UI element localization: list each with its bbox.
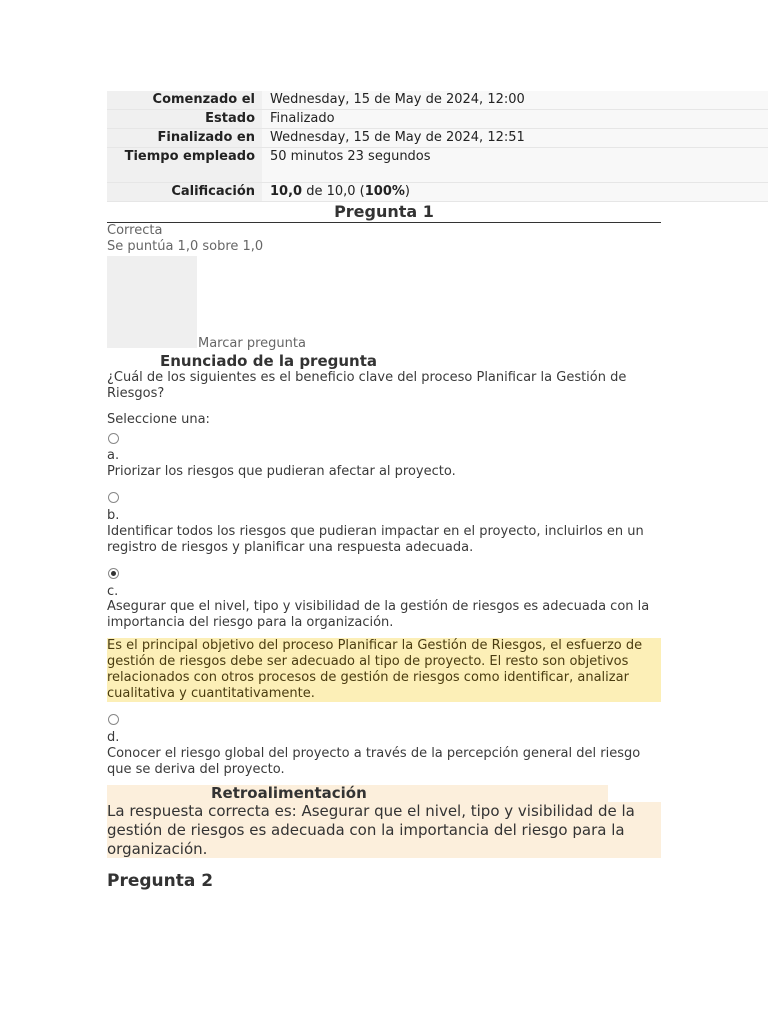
specific-feedback: Es el principal objetivo del proceso Planificar la Gestión de Riesgos, el esfuerzo de gestión de riesgos debe ser adecuado al tipo de proyecto. El resto son objetivos relacionados con otros procesos de gestión de riesgos como identificar, analizar cualitativa y cuantitativamente. <box>107 638 661 702</box>
right-answer: La respuesta correcta es: Asegurar que el nivel, tipo y visibilidad de la gestión de riesgos es adecuada con la importancia del riesgo para la organización. <box>107 802 661 858</box>
grade-percent: 100% <box>364 184 405 199</box>
option-a-text[interactable]: Priorizar los riesgos que pudieran afectar al proyecto. <box>107 464 456 479</box>
question-points: Se puntúa 1,0 sobre 1,0 <box>107 239 264 254</box>
grade-score: 10,0 <box>270 184 303 199</box>
option-c-letter: c. <box>107 584 119 599</box>
question-1-title: Pregunta 1 <box>107 202 661 223</box>
option-d-radio[interactable] <box>108 714 119 725</box>
select-prompt: Seleccione una: <box>107 412 210 427</box>
option-b-text[interactable]: Identificar todos los riesgos que pudieran impactar en el proyecto, incluirlos en un registro de riesgos y planificar una respuesta adecuada. <box>107 524 644 555</box>
summary-row-grade <box>107 183 768 202</box>
summary-label: Comenzado el <box>107 91 262 110</box>
summary-label: Finalizado en <box>107 129 262 148</box>
question-status: Correcta <box>107 223 163 238</box>
flag-question-link[interactable]: Marcar pregunta <box>198 336 306 351</box>
question-2-title: Pregunta 2 <box>107 871 214 891</box>
question-statement: ¿Cuál de los siguientes es el beneficio clave del proceso Planificar la Gestión de Riesgos? <box>107 370 627 401</box>
summary-label: Estado <box>107 110 262 129</box>
summary-label: Calificación <box>107 183 262 202</box>
summary-row-time-taken <box>107 148 768 183</box>
summary-row-started <box>107 91 768 110</box>
summary-label: Tiempo empleado <box>107 148 262 183</box>
summary-value: Finalizado <box>262 110 768 129</box>
summary-value: Wednesday, 15 de May de 2024, 12:00 <box>262 91 768 110</box>
grade-mid: de 10,0 ( <box>302 184 365 199</box>
statement-heading: Enunciado de la pregunta <box>160 352 378 370</box>
attempt-summary-table <box>107 91 768 202</box>
summary-value-grade <box>262 183 768 202</box>
option-b-radio[interactable] <box>108 492 119 503</box>
option-c-text[interactable]: Asegurar que el nivel, tipo y visibilidad de la gestión de riesgos es adecuada con la importancia del riesgo para la organización. <box>107 599 650 630</box>
summary-value: Wednesday, 15 de May de 2024, 12:51 <box>262 129 768 148</box>
option-d-letter: d. <box>107 730 120 745</box>
summary-row-state <box>107 110 768 129</box>
grade-end: ) <box>404 184 410 199</box>
option-d-text[interactable]: Conocer el riesgo global del proyecto a través de la percepción general del riesgo que se deriva del proyecto. <box>107 746 641 777</box>
summary-row-finished <box>107 129 768 148</box>
option-a-radio[interactable] <box>108 433 119 444</box>
flag-icon[interactable] <box>107 256 197 348</box>
option-b-letter: b. <box>107 508 120 523</box>
summary-value: 50 minutos 23 segundos <box>262 148 768 183</box>
option-c-radio[interactable] <box>108 568 119 579</box>
option-a-letter: a. <box>107 448 120 463</box>
feedback-heading: Retroalimentación <box>107 785 608 802</box>
